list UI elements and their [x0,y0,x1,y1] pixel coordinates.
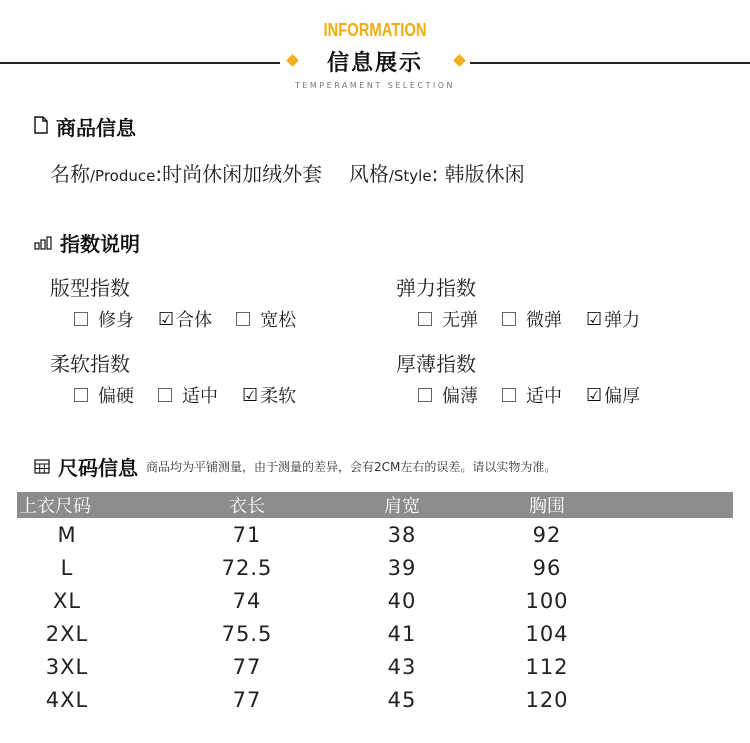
name-label: 名称 [50,162,90,186]
fit-index-title: 版型指数 [50,276,130,300]
name-label-en: /Produce [90,167,156,185]
checkbox-checked-icon[interactable]: ☑ [586,384,603,406]
softness-index-options [74,382,320,408]
table-header-row [17,492,733,518]
softness-index-title: 柔软指数 [50,352,130,376]
product-section-title [34,112,136,141]
table-row [17,617,733,650]
size-cell: 3XL [45,654,89,679]
checkbox-empty[interactable] [74,388,88,402]
header-subtitle: TEMPERAMENT SELECTION [294,81,456,90]
bar-chart-icon [34,231,52,255]
size-table [17,492,733,716]
chest-cell: 104 [525,621,569,646]
length-cell: 77 [232,654,262,679]
shoulder-cell: 38 [387,522,417,547]
size-cell: 4XL [45,687,89,712]
chest-cell: 96 [532,555,562,580]
index-section-label: 指数说明 [60,232,140,256]
thickness-index-title: 厚薄指数 [396,352,476,376]
option-thick-thick[interactable]: ☑ 偏厚 [586,384,641,407]
size-section-title [34,452,556,481]
table-row [17,551,733,584]
shoulder-cell: 40 [387,588,417,613]
option-fit-slim[interactable]: 修身 [74,306,134,332]
checkbox-empty[interactable] [502,388,516,402]
option-fit-regular[interactable]: ☑ 合体 [158,308,213,331]
option-thick-medium[interactable]: 适中 [502,382,562,408]
header-divider-right [470,62,750,64]
fit-index-options [74,306,320,332]
checkbox-empty[interactable] [74,312,88,326]
index-section-title [34,228,140,257]
table-row [17,584,733,617]
grid-icon [34,455,50,479]
table-row [17,518,733,551]
column-header [667,492,733,518]
option-stretch-none[interactable]: 无弹 [418,306,478,332]
document-icon [34,115,48,139]
thickness-index-options [418,382,664,408]
checkbox-empty[interactable] [502,312,516,326]
checkbox-empty[interactable] [418,388,432,402]
checkbox-checked-icon[interactable]: ☑ [158,308,175,330]
length-cell: 72.5 [221,555,273,580]
shoulder-cell: 43 [387,654,417,679]
checkbox-checked-icon[interactable]: ☑ [242,384,259,406]
option-soft-soft[interactable]: ☑ 柔软 [242,384,297,407]
table-row [17,683,733,716]
size-cell: 2XL [45,621,89,646]
product-info-row [50,158,525,187]
chest-cell: 112 [525,654,569,679]
measurement-note: 商品均为平铺测量，由于测量的差异，会有2CM左右的误差。请以实物为准。 [146,460,557,474]
chest-cell: 120 [525,687,569,712]
option-thick-thin[interactable]: 偏薄 [418,382,478,408]
header-title-cn: 信息展示 [326,51,423,76]
column-header: 上衣尺码 [19,496,91,517]
option-soft-hard[interactable]: 偏硬 [74,382,134,408]
length-cell: 71 [232,522,262,547]
checkbox-empty[interactable] [236,312,250,326]
length-cell: 75.5 [221,621,273,646]
style-label: 风格 [348,162,389,186]
checkbox-checked-icon[interactable]: ☑ [586,308,603,330]
option-stretch-slight[interactable]: 微弹 [502,306,562,332]
option-stretch-elastic[interactable]: ☑ 弹力 [586,308,641,331]
size-cell: L [60,555,74,580]
shoulder-cell: 45 [387,687,417,712]
checkbox-empty[interactable] [418,312,432,326]
option-fit-loose[interactable]: 宽松 [236,306,296,332]
shoulder-cell: 41 [387,621,417,646]
size-cell: XL [52,588,82,613]
product-section-label: 商品信息 [56,116,136,140]
table-row [17,650,733,683]
stretch-index-title: 弹力指数 [396,276,476,300]
column-header: 胸围 [529,496,565,517]
header-title-en: INFORMATION [323,20,427,40]
column-header: 肩宽 [384,496,420,517]
column-header: 衣长 [229,496,265,517]
style-value: : 韩版休闲 [431,162,525,186]
size-section-label: 尺码信息 [58,456,138,480]
shoulder-cell: 39 [387,555,417,580]
chest-cell: 92 [532,522,562,547]
style-label-en: /Style [388,167,432,185]
chest-cell: 100 [525,588,569,613]
size-cell: M [57,522,77,547]
checkbox-empty[interactable] [158,388,172,402]
length-cell: 74 [232,588,262,613]
option-soft-medium[interactable]: 适中 [158,382,218,408]
length-cell: 77 [232,687,262,712]
name-value: :时尚休闲加绒外套 [155,162,323,186]
stretch-index-options [418,306,664,332]
